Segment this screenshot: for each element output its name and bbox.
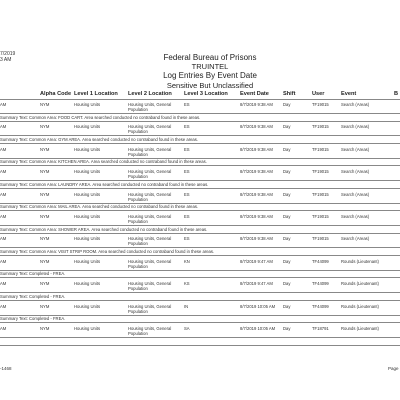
row-summary-text: Summary Text: Completed - FREA. [0, 293, 66, 299]
row-rule [0, 345, 400, 346]
row-l2: Housing Units, General [128, 258, 172, 264]
row-summary-text: Summary Text: Common Area: FOOD CART. Area searched conducted no contraband found in these areas. [0, 114, 201, 120]
footer-left: -1468 [0, 366, 12, 371]
row-shift: Day [283, 326, 291, 331]
row-level2-continuation: Population [128, 219, 148, 224]
footer-page: Page [388, 366, 399, 371]
row-level2-continuation: Population [128, 308, 148, 314]
row-l2: Housing Units, General [128, 191, 172, 197]
row-level2-continuation: Population [128, 174, 148, 180]
row-date: 8/7/2019 9:38 AM [240, 102, 273, 107]
row-rule [0, 255, 400, 256]
row-time: AM [0, 214, 7, 219]
col-event: Event [341, 91, 357, 97]
row-alpha: NYM [40, 326, 50, 331]
row-shift: Day [283, 214, 291, 219]
row-l1: Housing Units [74, 258, 101, 264]
row-level2-continuation: Population [128, 129, 148, 135]
row-rule [0, 143, 400, 144]
row-shift: Day [283, 169, 291, 175]
row-time: AM [0, 281, 7, 287]
row-user: TF19015 [312, 169, 329, 175]
row-l1: Housing Units [74, 102, 101, 107]
row-user: TF19015 [312, 102, 329, 107]
row-date: 8/7/2019 9:38 AM [240, 191, 273, 197]
row-summary-text: Summary Text: Common Area: MAIL AREA. Area searched conducted no contraband found in these areas. [0, 204, 199, 210]
row-shift: Day [283, 303, 291, 309]
row-l2: Housing Units, General [128, 169, 172, 175]
classification-label: Sensitive But Unclassified [166, 81, 254, 90]
row-rule [0, 233, 400, 234]
row-l3: ES [184, 102, 190, 107]
col-shift: Shift [283, 91, 296, 97]
row-date: 8/7/2019 9:38 AM [240, 214, 273, 219]
row-l3: ES [184, 124, 190, 130]
row-l2: Housing Units, General [128, 236, 172, 242]
row-user: TF44099 [312, 258, 329, 264]
row-l2: Housing Units, General [128, 281, 172, 287]
row-event: Rounds (Lieutenant) [341, 281, 379, 287]
row-event: Rounds (Lieutenant) [341, 326, 379, 331]
row-alpha: NYM [40, 102, 50, 107]
row-l1: Housing Units [74, 124, 101, 130]
row-rule [0, 121, 400, 122]
row-summary-text: Summary Text: Common Area: SHOWER AREA. Area searched conducted no contraband found in these areas. [0, 226, 208, 232]
system-title: TRUINTEL [191, 62, 229, 71]
row-event: Search (Areas) [341, 191, 370, 197]
row-alpha: NYM [40, 124, 50, 130]
col-level3-location: Level 3 Location [184, 91, 228, 97]
row-rule [0, 188, 400, 189]
row-rule [0, 210, 400, 211]
row-time: AM [0, 303, 7, 309]
row-l3: ES [184, 169, 190, 175]
row-user: TF44099 [312, 281, 329, 287]
row-user: TF19015 [312, 214, 329, 219]
row-date: 8/7/2019 9:38 AM [240, 124, 273, 130]
row-l2: Housing Units, General [128, 326, 172, 331]
header-rule [0, 99, 400, 100]
row-time: AM [0, 258, 7, 264]
row-l1: Housing Units [74, 326, 101, 331]
row-user: TF19015 [312, 124, 329, 130]
row-l1: Housing Units [74, 281, 101, 287]
row-rule [0, 337, 400, 338]
row-date: 8/7/2019 9:47 AM [240, 281, 273, 287]
row-time: AM [0, 236, 7, 242]
row-l1: Housing Units [74, 303, 101, 309]
row-alpha: NYM [40, 169, 50, 175]
row-event: Search (Areas) [341, 146, 370, 152]
row-date: 8/7/2019 9:38 AM [240, 146, 273, 152]
row-date: 8/7/2019 9:38 AM [240, 169, 273, 175]
row-shift: Day [283, 281, 291, 287]
row-time: AM [0, 146, 7, 152]
row-l2: Housing Units, General [128, 124, 172, 130]
col-alpha-code: Alpha Code [40, 91, 72, 97]
col-level2-location: Level 2 Location [128, 91, 172, 97]
row-event: Search (Areas) [341, 102, 370, 107]
row-alpha: NYM [40, 281, 50, 287]
row-time: AM [0, 169, 7, 175]
row-summary-text: Summary Text: Completed - FREA. [0, 271, 66, 277]
row-level2-continuation: Population [128, 331, 148, 336]
row-summary-text: Summary Text: Completed - FREA. [0, 316, 66, 322]
row-shift: Day [283, 191, 291, 197]
row-summary-text: Summary Text: Common Area: KITCHEN AREA. Area searched conducted no contraband found in these areas. [0, 159, 207, 165]
row-alpha: NYM [40, 303, 50, 309]
row-user: TF19015 [312, 146, 329, 152]
row-l3: ES [184, 146, 190, 152]
row-user: TF19015 [312, 236, 329, 242]
row-user: TF44099 [312, 303, 329, 309]
row-date: 8/7/2019 10:05 AM [240, 326, 276, 331]
row-l1: Housing Units [74, 236, 101, 242]
row-date: 8/7/2019 9:47 AM [240, 258, 273, 264]
row-l3: SA [184, 326, 190, 331]
row-level2-continuation: Population [128, 286, 148, 292]
row-user: TF18791 [312, 326, 329, 331]
col-user: User [312, 91, 325, 97]
row-level2-continuation: Population [128, 107, 148, 112]
row-l2: Housing Units, General [128, 303, 172, 309]
row-date: 8/7/2019 10:05 AM [240, 303, 276, 309]
row-alpha: NYM [40, 191, 50, 197]
row-level2-continuation: Population [128, 151, 148, 157]
row-l2: Housing Units, General [128, 214, 172, 219]
row-rule [0, 165, 400, 166]
row-l1: Housing Units [74, 214, 101, 219]
agency-title: Federal Bureau of Prisons [163, 53, 257, 62]
col-b: B [394, 91, 399, 97]
row-l3: ES [184, 191, 190, 197]
row-level2-continuation: Population [128, 241, 148, 247]
row-date: 8/7/2019 9:38 AM [240, 236, 273, 242]
row-level2-continuation: Population [128, 263, 148, 269]
row-l3: IN [184, 303, 189, 309]
row-l3: ES [184, 236, 190, 242]
row-shift: Day [283, 102, 291, 107]
row-time: AM [0, 102, 7, 107]
row-rule [0, 322, 400, 323]
row-summary-text: Summary Text: Common Area: LAUNDRY AREA. Area searched conducted no contraband found in these areas. [0, 181, 209, 187]
row-user: TF19015 [312, 191, 329, 197]
print-time-partial: 3 AM [0, 57, 12, 63]
row-event: Search (Areas) [341, 124, 370, 130]
row-alpha: NYM [40, 214, 50, 219]
row-event: Rounds (Lieutenant) [341, 303, 379, 309]
row-event: Search (Areas) [341, 169, 370, 175]
row-alpha: NYM [40, 258, 50, 264]
row-time: AM [0, 124, 7, 130]
row-summary-text: Summary Text: Common Area: GYM AREA. Area searched conducted no contraband found in these areas. [0, 136, 199, 142]
row-l3: KS [184, 281, 190, 287]
row-l1: Housing Units [74, 191, 101, 197]
row-shift: Day [283, 146, 291, 152]
row-time: AM [0, 191, 7, 197]
row-l1: Housing Units [74, 146, 101, 152]
row-l1: Housing Units [74, 169, 101, 175]
row-l2: Housing Units, General [128, 146, 172, 152]
row-event: Search (Areas) [341, 214, 370, 219]
row-shift: Day [283, 236, 291, 242]
row-alpha: NYM [40, 236, 50, 242]
row-event: Rounds (Lieutenant) [341, 258, 379, 264]
row-alpha: NYM [40, 146, 50, 152]
row-event: Search (Areas) [341, 236, 370, 242]
report-title: Log Entries By Event Date [163, 71, 257, 80]
row-l3: ES [184, 214, 190, 219]
row-shift: Day [283, 258, 291, 264]
row-level2-continuation: Population [128, 196, 148, 202]
row-l3: KN [184, 258, 190, 264]
row-time: AM [0, 326, 7, 331]
col-level1-location: Level 1 Location [74, 91, 118, 97]
row-l2: Housing Units, General [128, 102, 172, 107]
row-shift: Day [283, 124, 291, 130]
print-date-partial: 7/2019 [0, 51, 16, 57]
row-rule [0, 277, 400, 278]
row-rule [0, 300, 400, 301]
row-summary-text: Summary Text: Common Area: VISIT STRIP ROOM. Area searched conducted no contraband found in these areas. [0, 248, 215, 254]
col-event-date: Event Date [240, 91, 269, 97]
